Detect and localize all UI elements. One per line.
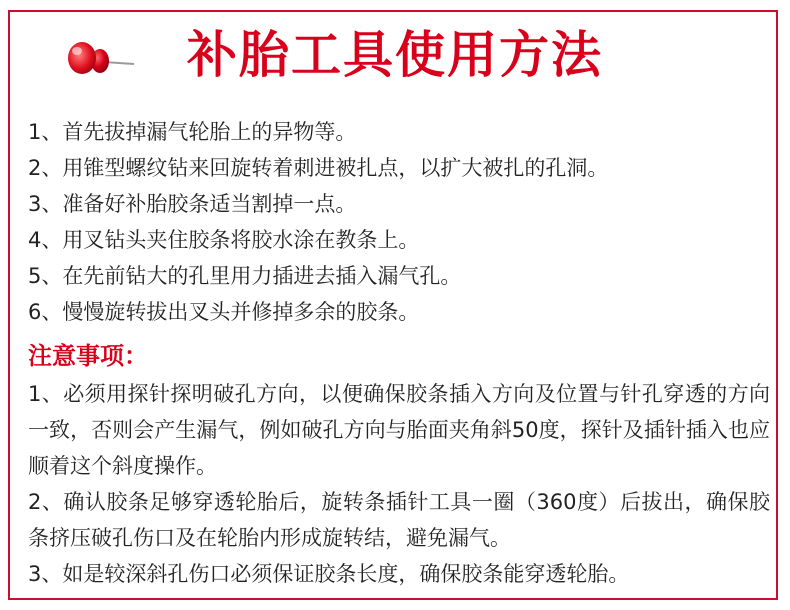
list-item: 3、如是较深斜孔伤口必须保证胶条长度，确保胶条能穿透轮胎。 <box>28 562 630 586</box>
header <box>0 20 790 90</box>
notes-heading: 注意事项： <box>28 342 148 370</box>
list-item: 1、首先拔掉漏气轮胎上的异物等。 <box>28 120 357 144</box>
list-item: 2、确认胶条足够穿透轮胎后，旋转条插针工具一圈（360度）后拔出，确保胶条挤压破孔伤口及在轮胎内形成旋转结，避免漏气。 <box>28 490 770 550</box>
list-item: 6、慢慢旋转拔出叉头并修掉多余的胶条。 <box>28 300 420 324</box>
steps-list <box>28 114 768 330</box>
list-item: 5、在先前钻大的孔里用力插进去插入漏气孔。 <box>28 264 462 288</box>
page-title: 补胎工具使用方法 <box>187 26 603 84</box>
list-item: 2、用锥型螺纹钻来回旋转着刺进被扎点，以扩大被扎的孔洞。 <box>28 156 609 180</box>
list-item: 3、准备好补胎胶条适当割掉一点。 <box>28 192 357 216</box>
notes-list <box>28 376 770 592</box>
list-item: 1、必须用探针探明破孔方向，以便确保胶条插入方向及位置与针孔穿透的方向一致，否则会产生漏气，例如破孔方向与胎面夹角斜50度，探针及插针插入也应顺着这个斜度操作。 <box>28 382 770 478</box>
list-item: 4、用叉钻头夹住胶条将胶水涂在教条上。 <box>28 228 420 252</box>
